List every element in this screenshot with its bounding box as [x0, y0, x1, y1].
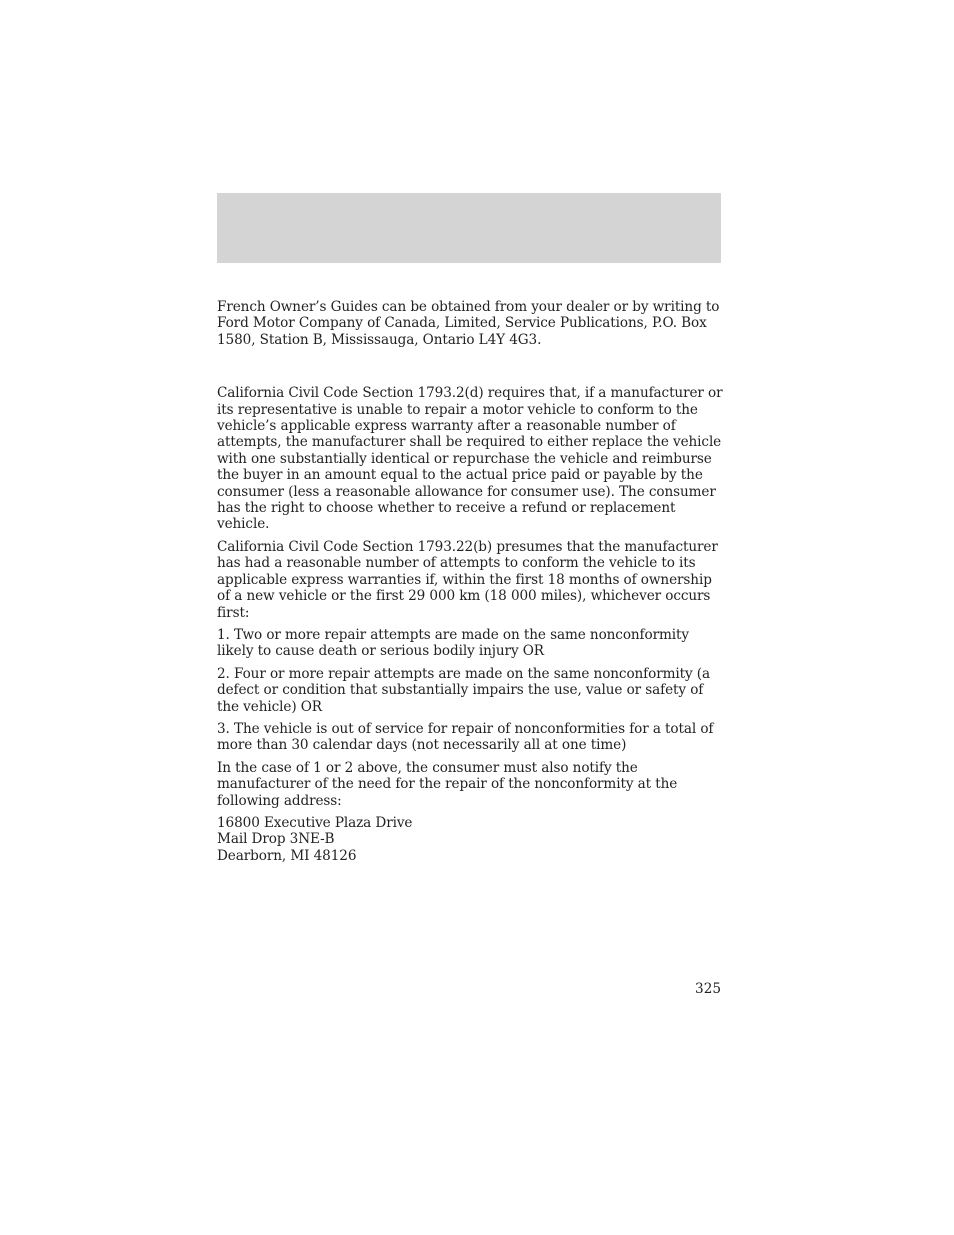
page-body	[217, 299, 723, 864]
list-item: 1. Two or more repair attempts are made on the same nonconformity likely to cause death or serious bodily injury OR	[217, 626, 689, 660]
civil-code-1793-2d-paragraph: California Civil Code Section 1793.2(d) requires that, if a manufacturer or its representative is unable to repair a motor vehicle to conform to the vehicle’s applicable express warranty after a reasonable number of attempts, the manufacturer shall be required to either replace the vehicle with one substantially identical or repurchase the vehicle and reimburse the buyer in an amount equal to the actual price paid or payable by the consumer (less a reasonable allowance for consumer use). The consumer has the right to choose whether to receive a refund or replacement vehicle.	[217, 385, 723, 533]
notify-paragraph: In the case of 1 or 2 above, the consumer must also notify the manufacturer of the need for the repair of the nonconformity at the following address:	[217, 759, 678, 809]
civil-code-1793-22b-paragraph: California Civil Code Section 1793.22(b) presumes that the manufacturer has had a reasonable number of attempts to conform the vehicle to its applicable express warranties if, within the first 18 months of ownership of a new vehicle or the first 29 000 km (18 000 miles), whichever occurs first:	[217, 538, 718, 621]
address-mail-drop: Mail Drop 3NE-B	[217, 831, 335, 848]
mailing-address	[217, 815, 723, 864]
section-header-band	[217, 193, 721, 263]
french-guides-paragraph: French Owner’s Guides can be obtained from your dealer or by writing to Ford Motor Company of Canada, Limited, Service Publications, P.O. Box 1580, Station B, Mississauga, Ontario L4Y 4G3.	[217, 299, 720, 348]
list-item: 3. The vehicle is out of service for repair of nonconformities for a total of more than 30 calendar days (not necessarily all at one time)	[217, 720, 714, 754]
list-item: 2. Four or more repair attempts are made on the same nonconformity (a defect or condition that substantially impairs the use, value or safety of the vehicle) OR	[217, 665, 711, 715]
address-city: Dearborn, MI 48126	[217, 847, 357, 864]
page-number: 325	[695, 981, 721, 997]
address-street: 16800 Executive Plaza Drive	[217, 814, 413, 831]
